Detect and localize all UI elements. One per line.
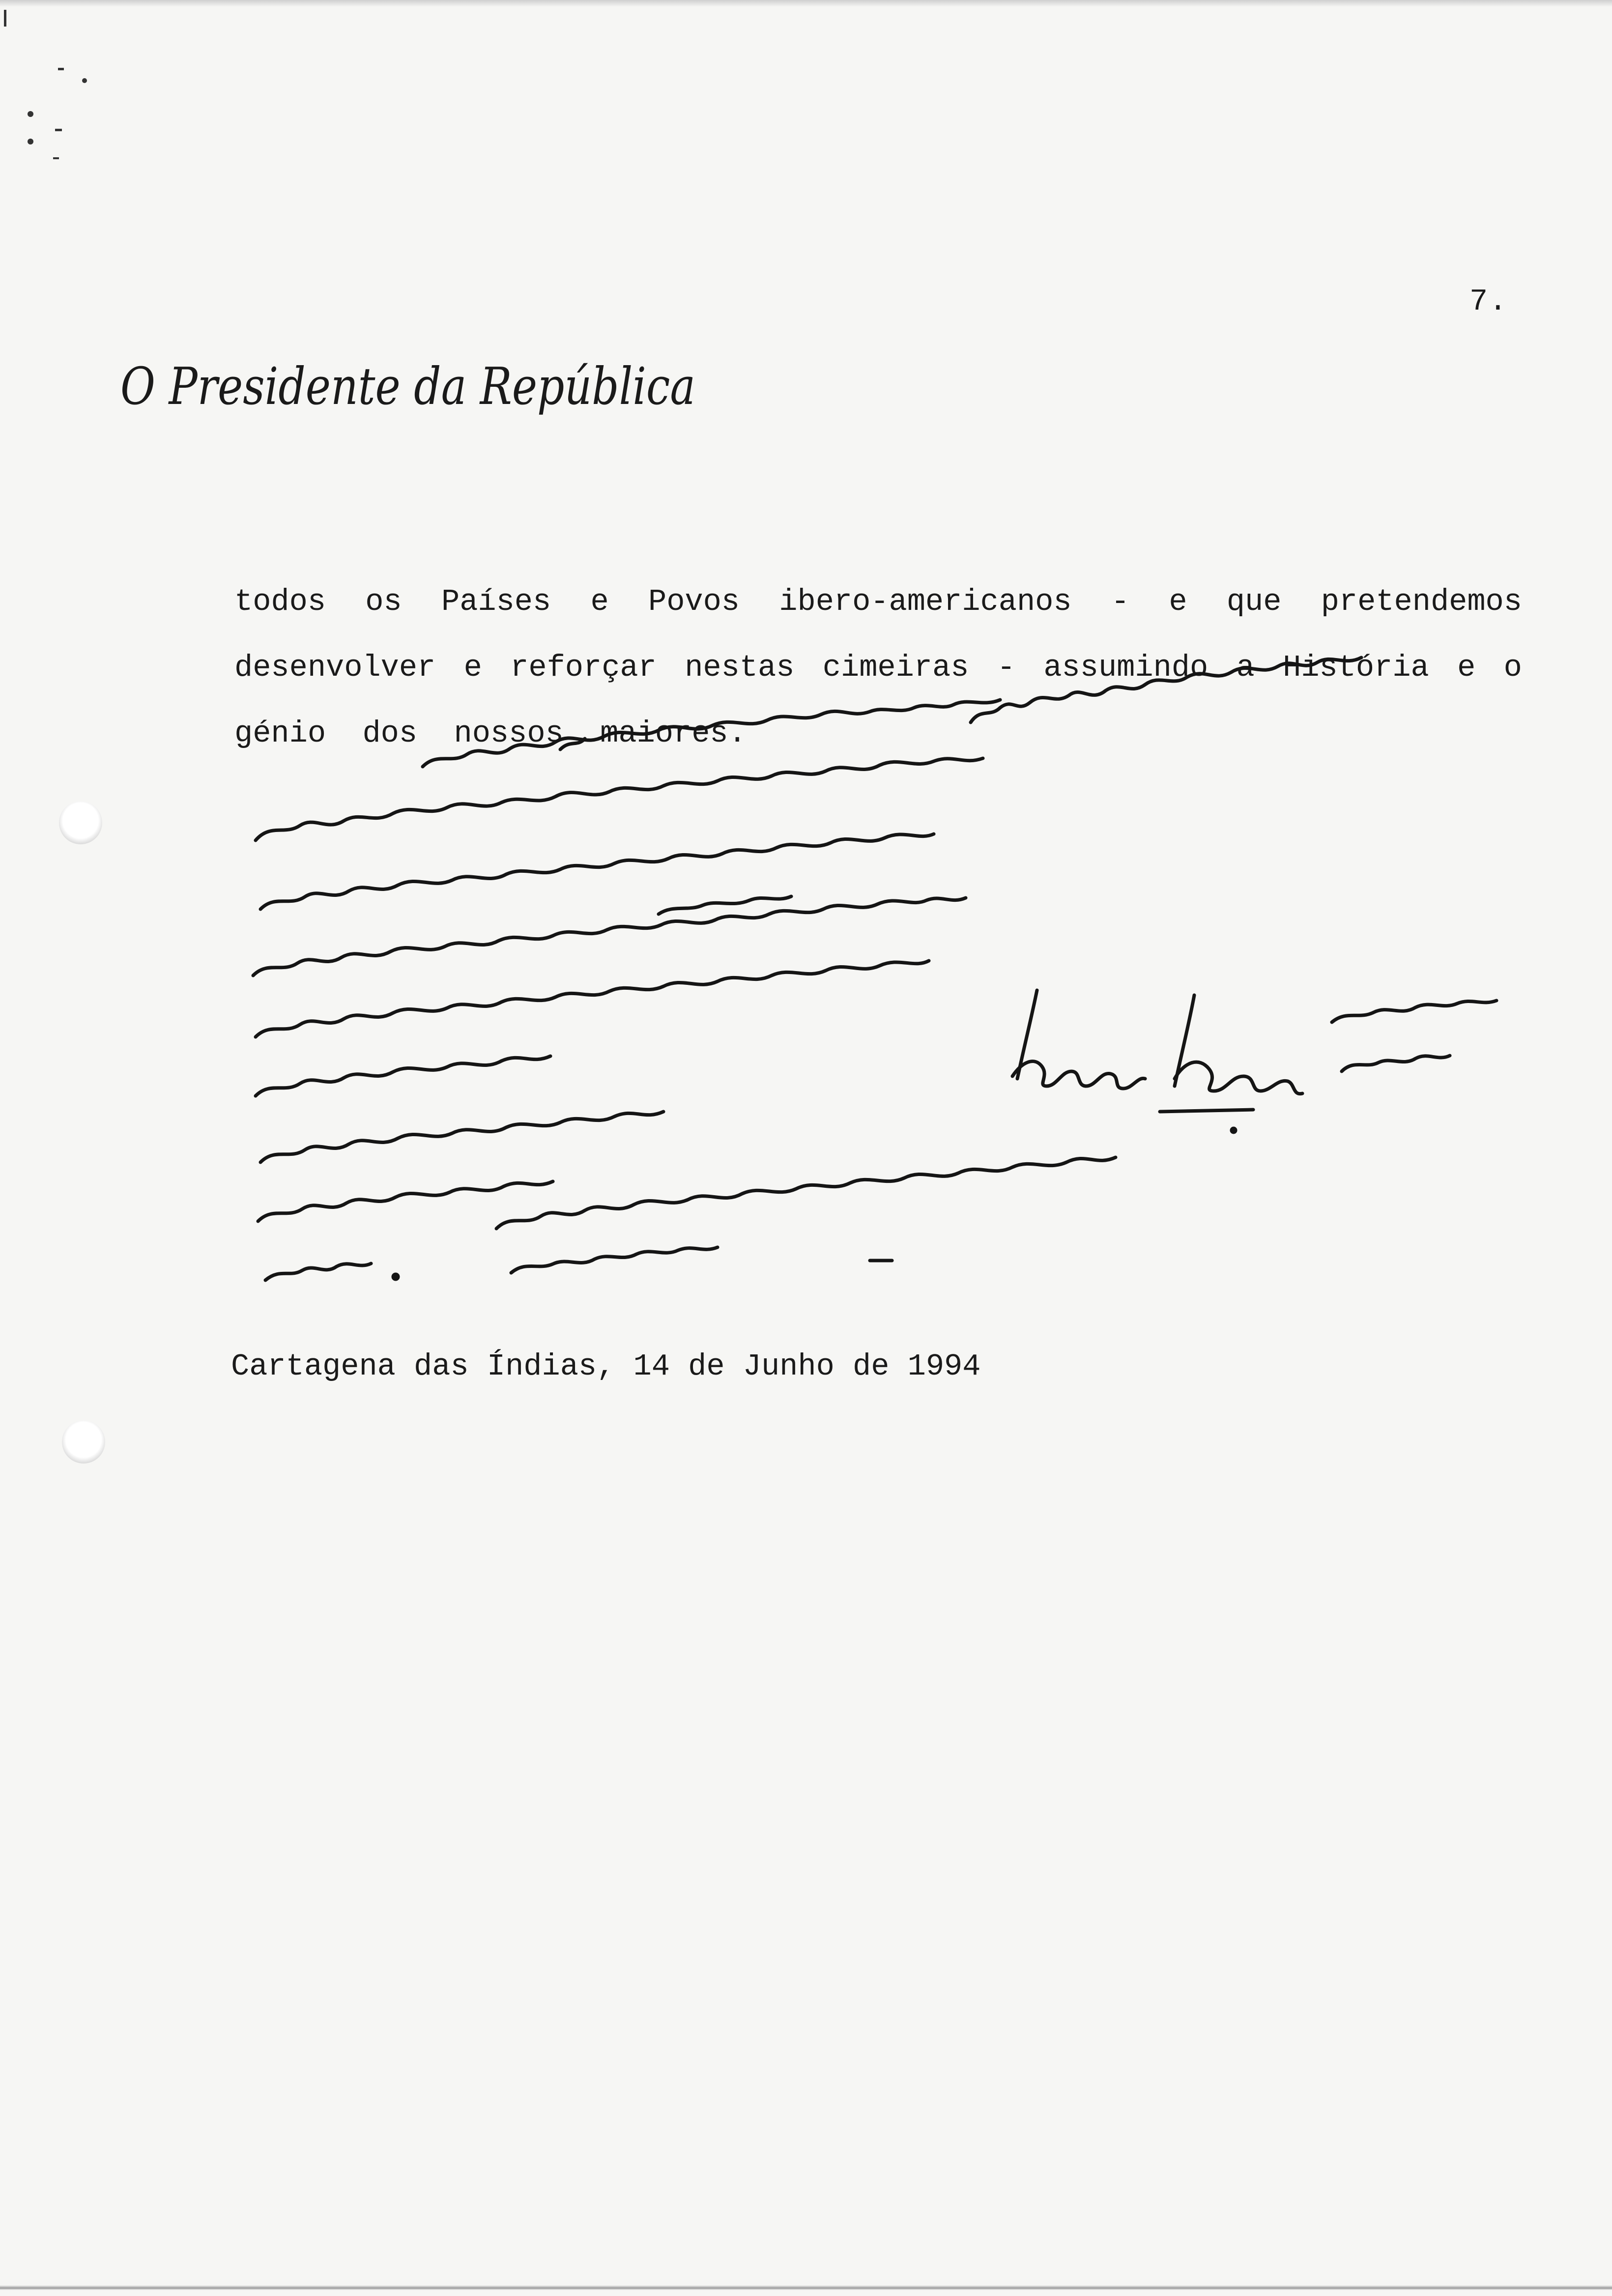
punch-hole [59, 801, 102, 844]
typed-line: desenvolver e reforçar nestas cimeiras - assumindo a História e o [234, 650, 1522, 685]
letterhead-text: O Presidente da República [120, 356, 695, 416]
typed-line: génio dos nossos maiores. [234, 716, 747, 751]
punch-hole [62, 1420, 105, 1464]
place-date-line: Cartagena das Índias, 14 de Junho de 1994 [231, 1349, 981, 1384]
typed-line: todos os Países e Povos ibero-americanos - e que pretendemos [234, 584, 1522, 619]
page-number: 7. [1469, 284, 1508, 319]
scan-edge-bottom [0, 2285, 1612, 2290]
